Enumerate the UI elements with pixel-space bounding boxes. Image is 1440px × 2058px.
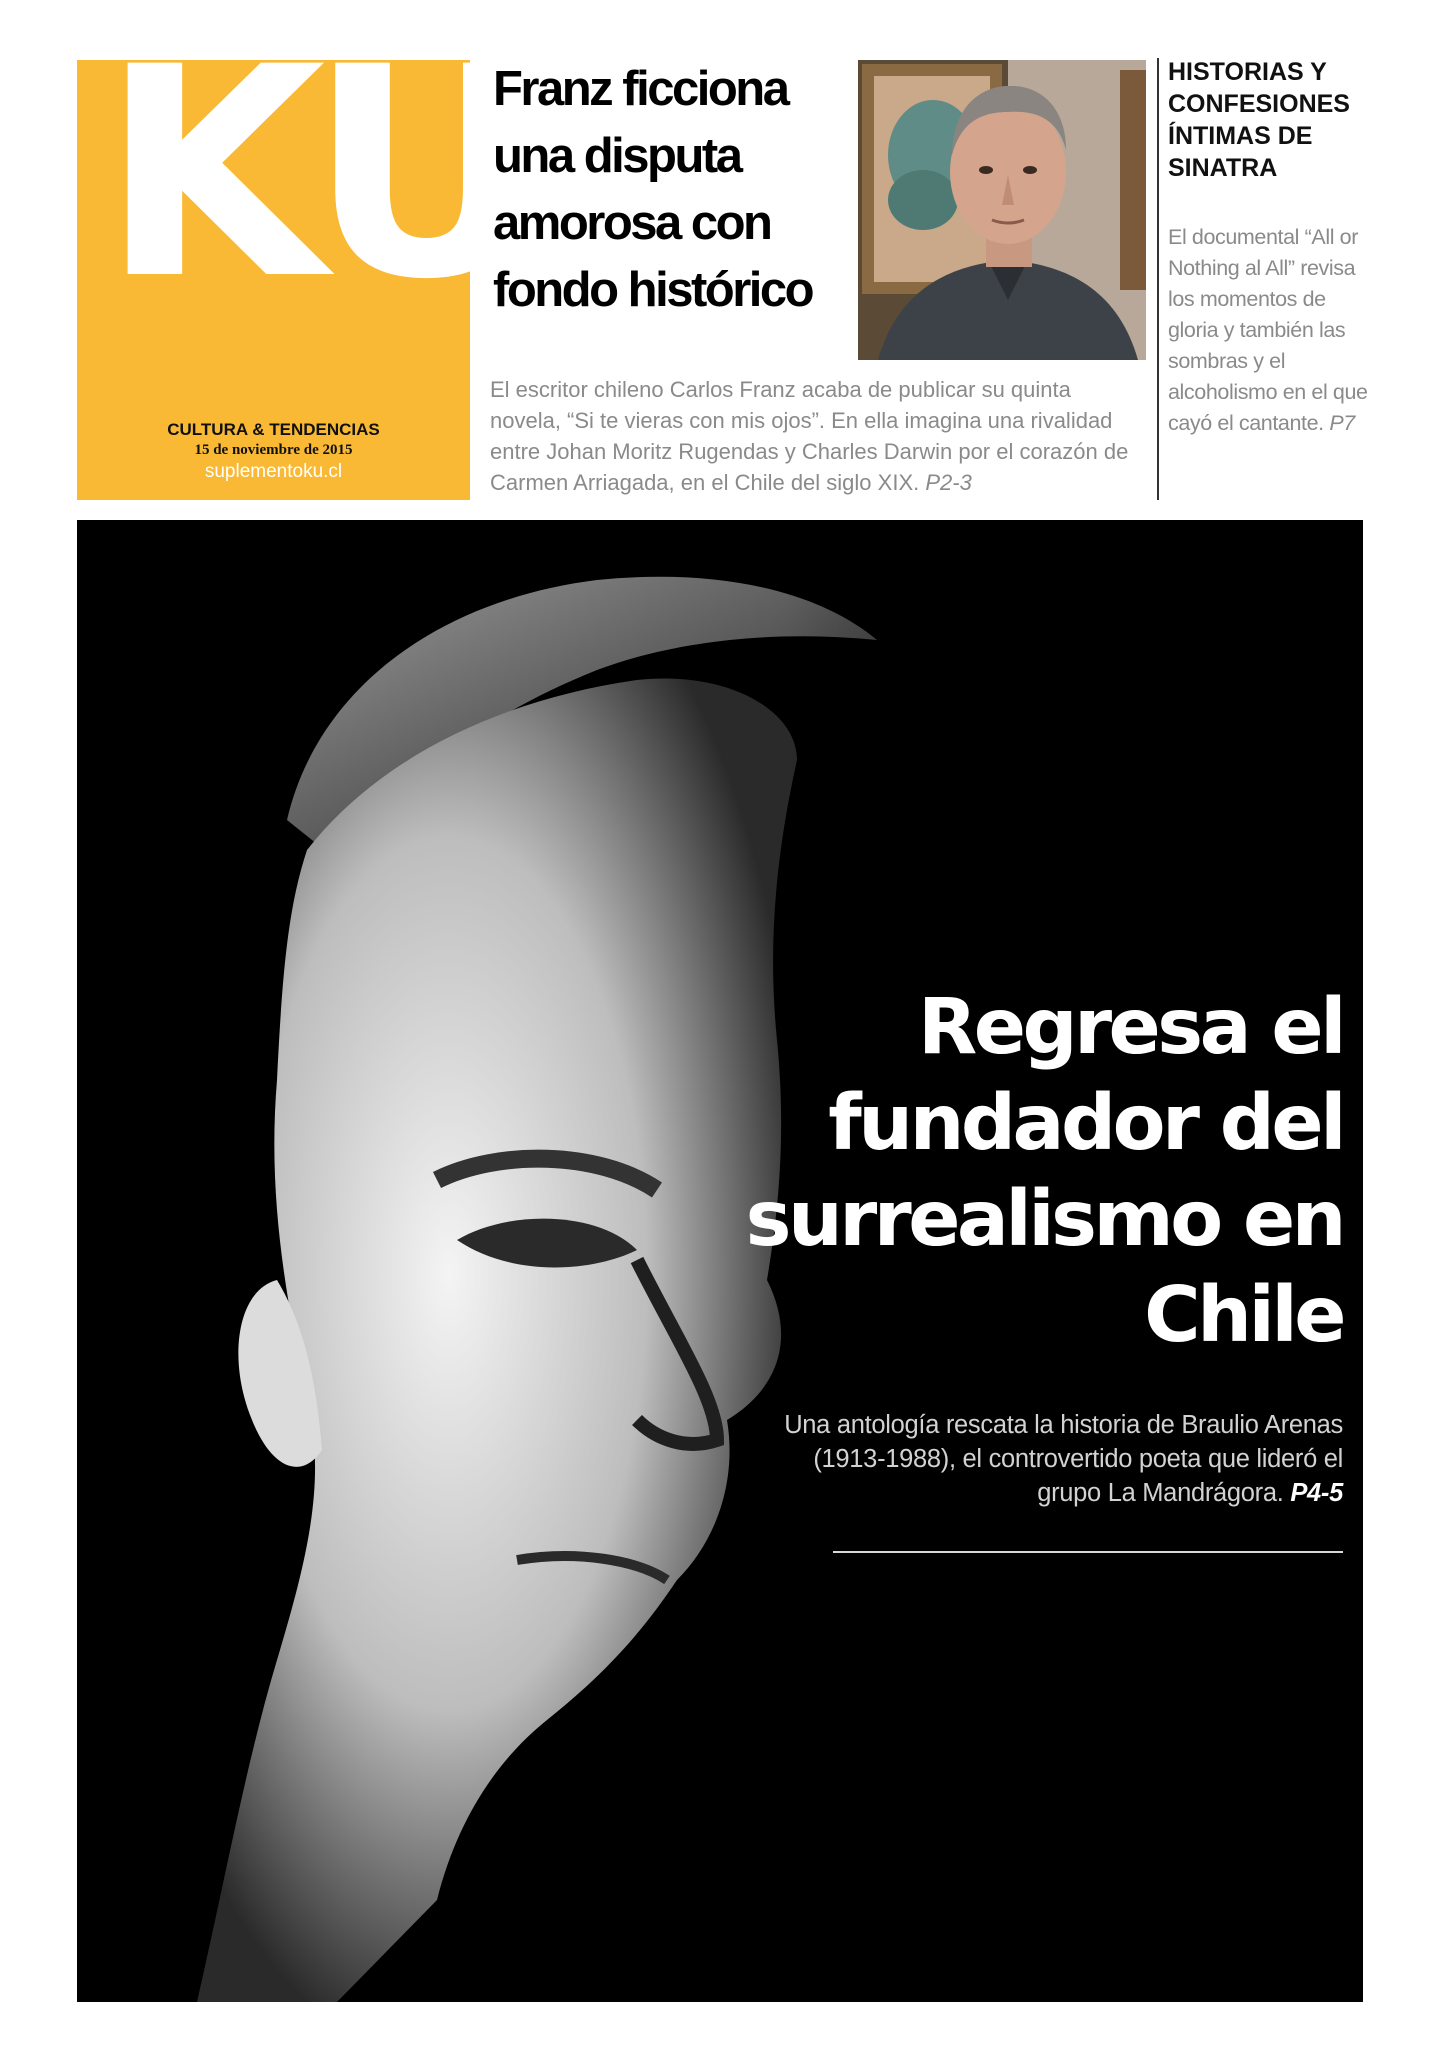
main-page-ref[interactable]: P4-5 [1290, 1479, 1343, 1507]
sinatra-deck-text: El documental “All or Nothing al All” revisa los momentos de gloria y también las sombras y el alcoholismo en el que cayó el cantante. [1168, 225, 1368, 435]
publication-date: 15 de noviembre de 2015 [194, 442, 353, 458]
franz-portrait-photo [858, 60, 1146, 360]
column-divider [1157, 58, 1159, 500]
sinatra-headline[interactable]: HISTORIAS Y CONFESIONES ÍNTIMAS DE SINATRA [1168, 58, 1350, 182]
logo: KU [101, 6, 533, 343]
franz-headline[interactable]: Franz ficciona una disputa amorosa con fondo histórico [493, 62, 813, 317]
main-deck [783, 1408, 1343, 1510]
franz-page-ref[interactable]: P2-3 [925, 470, 972, 495]
site-url[interactable]: suplementoku.cl [204, 461, 343, 482]
headline-rule [833, 1551, 1343, 1553]
main-headline[interactable]: Regresa el fundador del surrealismo en Chile [745, 983, 1343, 1360]
franz-deck-text: El escritor chileno Carlos Franz acaba de publicar su quinta novela, “Si te vieras con mis ojos”. En ella imagina una rivalidad entre Johan Moritz Rugendas y Charles Darwin por el corazón de Carmen Arriagada, en el Chile del siglo XIX. [490, 377, 1129, 495]
sinatra-deck [1168, 222, 1373, 439]
feature-story [77, 520, 1363, 2002]
section-name: CULTURA & TENDENCIAS [167, 420, 380, 439]
sinatra-page-ref[interactable]: P7 [1329, 411, 1355, 435]
franz-deck [490, 374, 1140, 498]
masthead [77, 6, 533, 500]
main-deck-text: Una antología rescata la historia de Braulio Arenas (1913-1988), el controvertido poeta que lideró el grupo La Mandrágora. [784, 1411, 1343, 1507]
